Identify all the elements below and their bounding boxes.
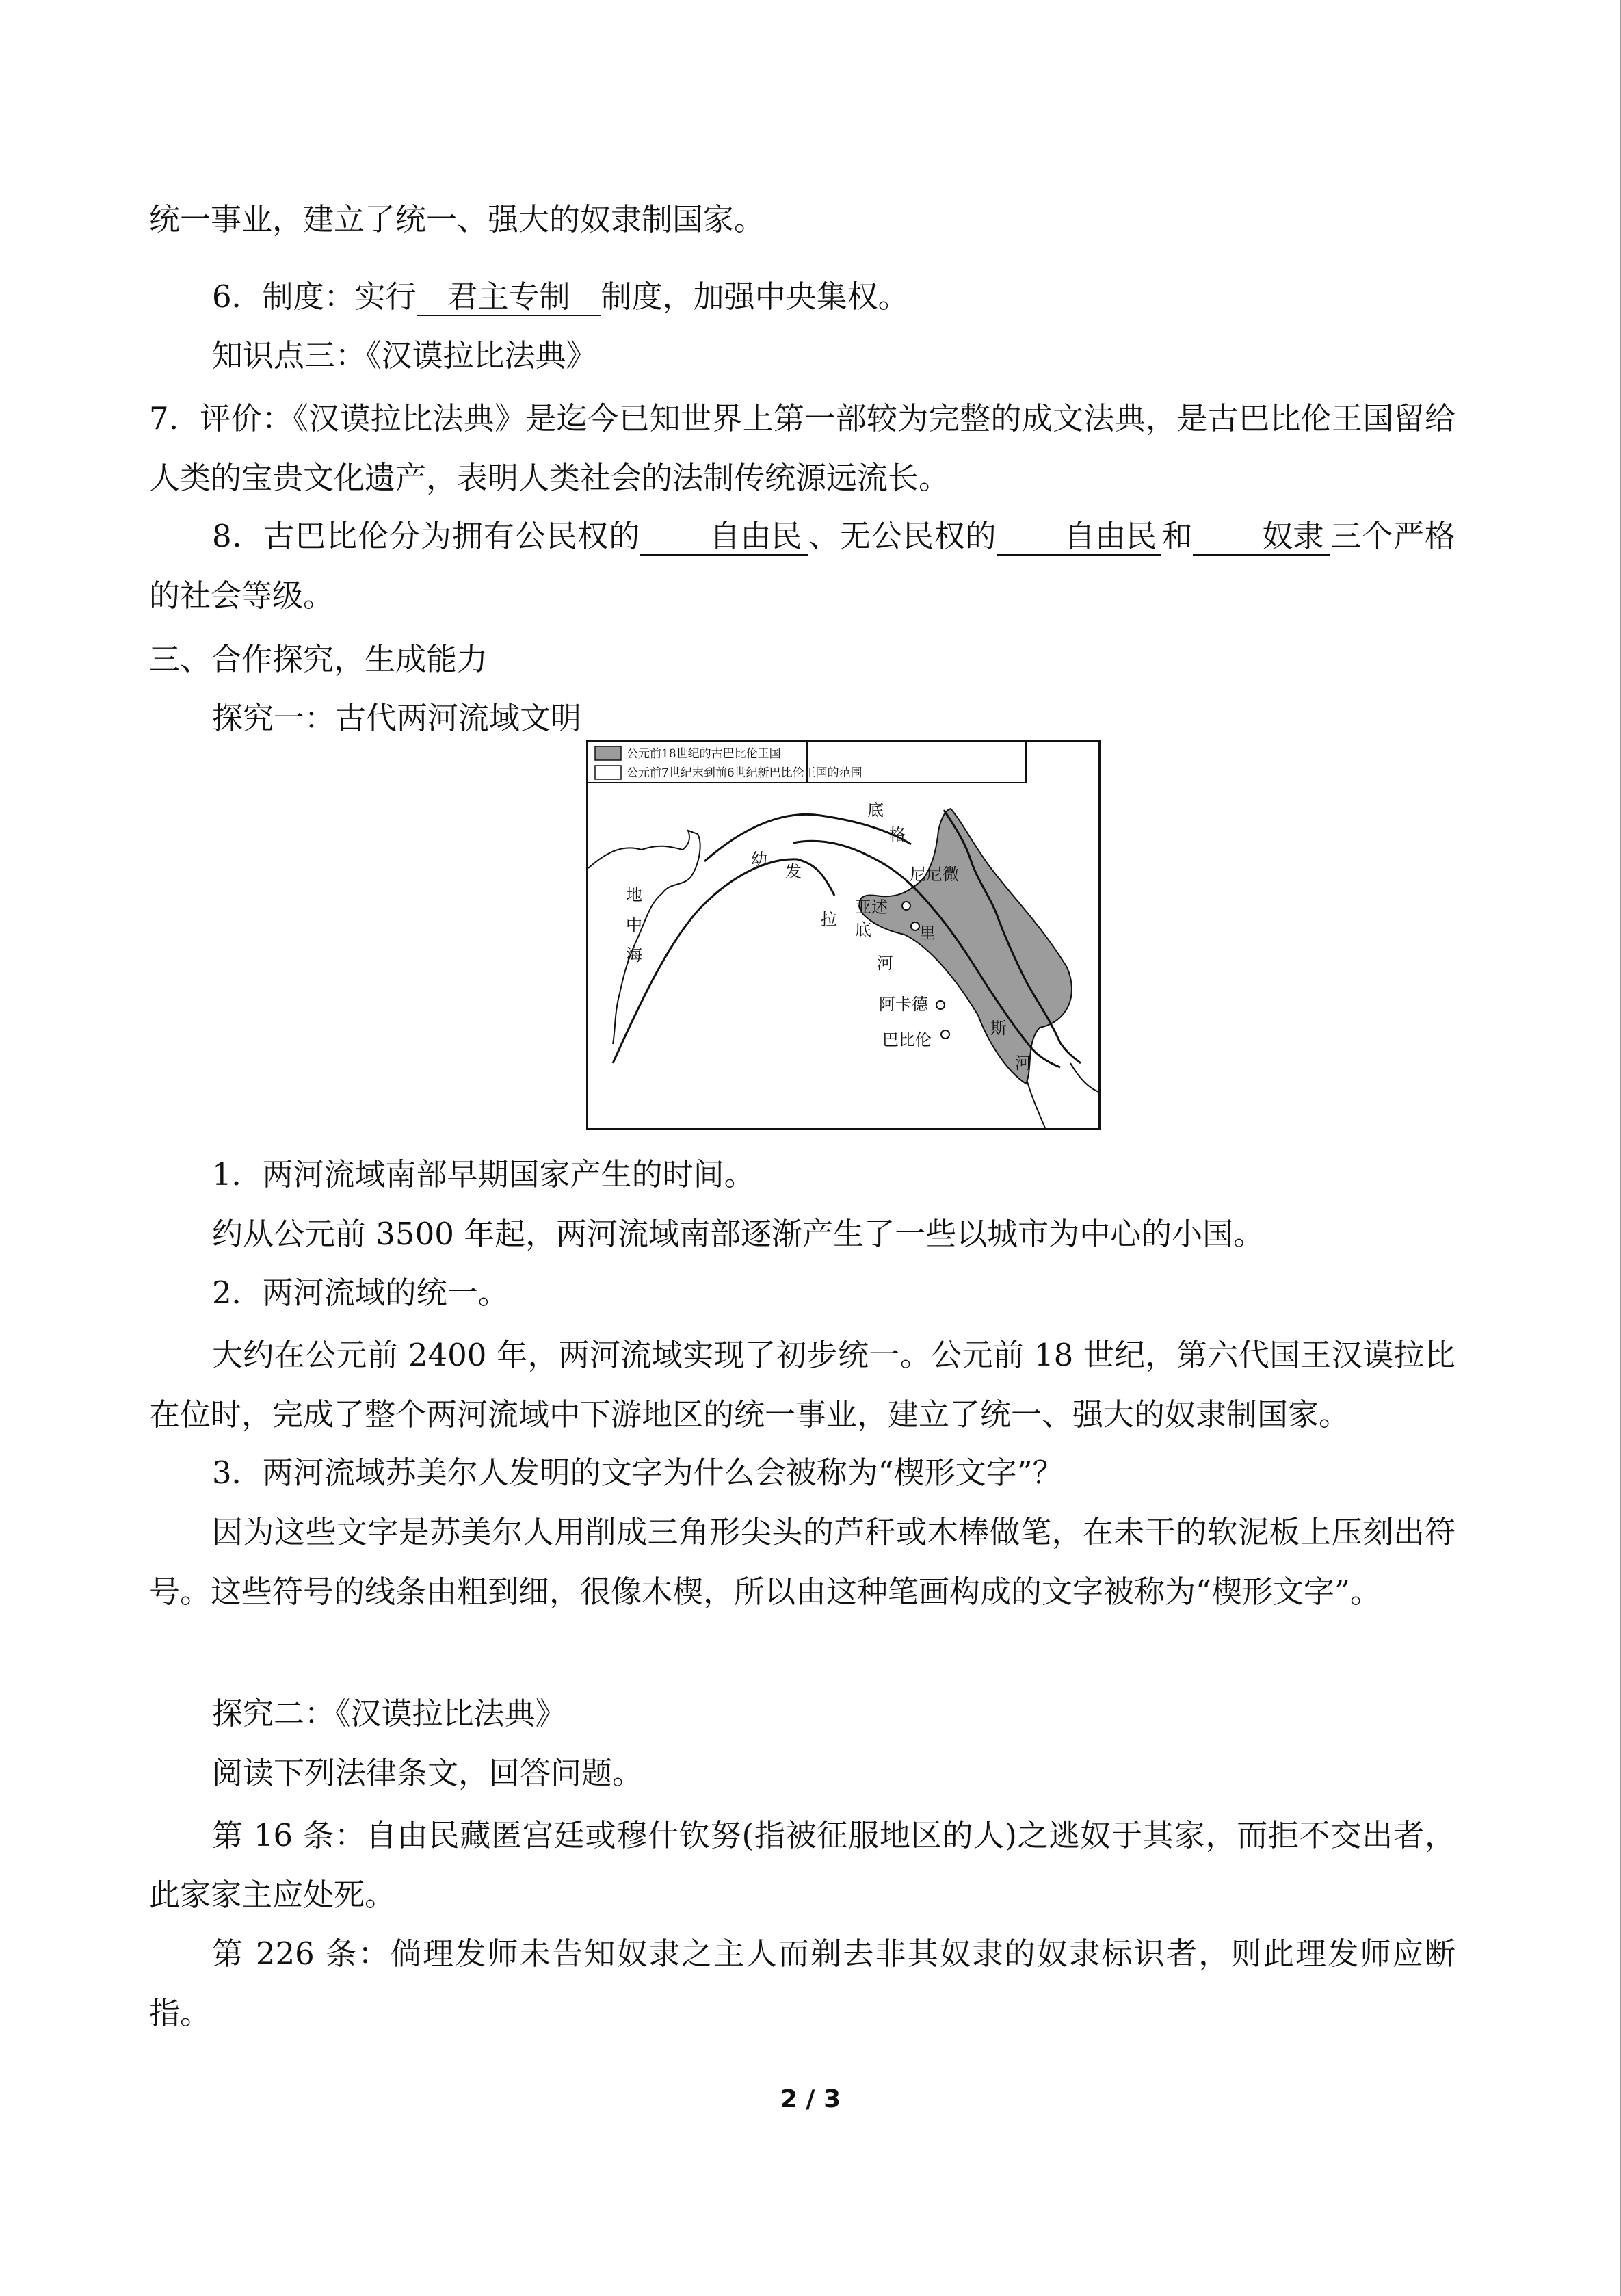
label-tigris-2: 格 bbox=[889, 825, 906, 844]
label-babylon: 巴比伦 bbox=[882, 1030, 932, 1049]
crescent-outer-arc bbox=[704, 814, 911, 861]
answer-1: 约从公元前 3500 年起，两河流域南部逐渐产生了一些以城市为中心的小国。 bbox=[212, 1216, 1265, 1252]
mediterranean-coast bbox=[588, 831, 700, 1044]
label-nineveh: 尼尼微 bbox=[910, 865, 959, 884]
item-6-prefix: 6．制度：实行 bbox=[212, 278, 417, 315]
question-3: 3．两河流域苏美尔人发明的文字为什么会被称为“楔形文字”？ bbox=[212, 1454, 1064, 1491]
label-euphrates-5: 河 bbox=[877, 954, 893, 973]
label-euphrates-2: 发 bbox=[785, 862, 802, 881]
legend-swatch-old-babylon bbox=[595, 746, 621, 760]
inquiry-2-heading: 探究二：《汉谟拉比法典》 bbox=[212, 1695, 566, 1732]
label-tigris-1: 底 bbox=[867, 800, 884, 820]
label-euphrates-1: 幼 bbox=[751, 850, 767, 869]
label-tigris-4: 斯 bbox=[990, 1019, 1007, 1038]
item-6-suffix: 制度，加强中央集权。 bbox=[601, 278, 909, 315]
article-16-text: 第 16 条：自由民藏匿宫廷或穆什钦努(指被征服地区的人)之逃奴于其家，而拒不交出者，此家家主应处死。 bbox=[149, 1817, 1455, 1913]
legend-swatch-neo-babylon bbox=[595, 766, 621, 779]
item-8-mid1: 、无公民权的 bbox=[808, 518, 997, 554]
item-6-system bbox=[212, 267, 1455, 326]
answer-blank-slaves: 奴隶 bbox=[1193, 519, 1330, 556]
label-assyria: 亚述 bbox=[855, 898, 888, 917]
label-sea-1: 地 bbox=[626, 885, 642, 904]
item-7-text: 7．评价：《汉谟拉比法典》是迄今已知世界上第一部较为完整的成文法典，是古巴比伦王国留给人类的宝贵文化遗产，表明人类社会的法制传统源远流长。 bbox=[149, 400, 1455, 496]
answer-2 bbox=[149, 1325, 1455, 1444]
answer-2-text: 大约在公元前 2400 年，两河流域实现了初步统一。公元前 18 世纪，第六代国王汉谟拉比在位时，完成了整个两河流域中下游地区的统一事业，建立了统一、强大的奴隶制国家。 bbox=[149, 1337, 1455, 1433]
question-1: 1．两河流域南部早期国家产生的时间。 bbox=[212, 1156, 755, 1192]
article-226 bbox=[149, 1924, 1455, 2043]
city-marker-nineveh bbox=[911, 922, 919, 930]
answer-3 bbox=[149, 1502, 1455, 1621]
label-sea-3: 海 bbox=[626, 945, 642, 965]
knowledge-point-3: 知识点三：《汉谟拉比法典》 bbox=[212, 337, 597, 374]
answer-blank-noncitizens: 自由民 bbox=[997, 519, 1161, 556]
label-tigris-3: 里 bbox=[919, 924, 936, 943]
city-marker-akkad bbox=[936, 1001, 945, 1009]
label-sea-2: 中 bbox=[626, 915, 642, 935]
paragraph-continuation: 统一事业，建立了统一、强大的奴隶制国家。 bbox=[149, 201, 765, 237]
article-16 bbox=[149, 1805, 1455, 1925]
map-svg bbox=[588, 742, 1098, 1128]
item-8-suffix: 三个严格的社会等级。 bbox=[149, 518, 1455, 614]
page-number: 2 / 3 bbox=[780, 2085, 841, 2113]
section-heading-3: 三、合作探究，生成能力 bbox=[149, 641, 488, 677]
reading-instruction: 阅读下列法律条文，回答问题。 bbox=[212, 1755, 644, 1791]
label-tigris-5: 河 bbox=[1015, 1054, 1031, 1073]
crescent-inner-arc bbox=[613, 859, 834, 1063]
label-euphrates-3: 拉 bbox=[821, 910, 837, 929]
gulf-coast-east bbox=[1070, 1063, 1098, 1092]
answer-3-text: 因为这些文字是苏美尔人用削成三角形尖头的芦秆或木棒做笔，在未干的软泥板上压刻出符号。这些符号的线条由粗到细，很像木楔，所以由这种笔画构成的文字被称为“楔形文字”。 bbox=[149, 1514, 1455, 1610]
question-2: 2．两河流域的统一。 bbox=[212, 1275, 509, 1311]
item-8-prefix: 8．古巴比伦分为拥有公民权的 bbox=[212, 518, 641, 554]
map-legend bbox=[588, 742, 1026, 783]
label-euphrates-4: 底 bbox=[855, 920, 871, 939]
item-8-mid2: 和 bbox=[1161, 518, 1194, 554]
legend-neo-babylon: 公元前7世纪末到前6世纪新巴比伦王国的范围 bbox=[627, 766, 862, 780]
answer-blank-monarchy: 君主专制 bbox=[417, 279, 601, 316]
item-7-evaluation bbox=[149, 389, 1455, 508]
city-marker-babylon bbox=[941, 1030, 949, 1039]
mesopotamia-map bbox=[586, 740, 1101, 1130]
legend-old-babylon: 公元前18世纪的古巴比伦王国 bbox=[627, 747, 781, 761]
city-marker-assyria bbox=[902, 902, 910, 910]
label-akkad: 阿卡德 bbox=[879, 995, 928, 1014]
inquiry-1-heading: 探究一：古代两河流域文明 bbox=[212, 700, 582, 736]
item-8-classes bbox=[149, 506, 1455, 625]
article-226-text: 第 226 条：倘理发师未告知奴隶之主人而剃去非其奴隶的奴隶标识者，则此理发师应断指。 bbox=[149, 1935, 1455, 2031]
answer-blank-citizens: 自由民 bbox=[640, 519, 808, 556]
